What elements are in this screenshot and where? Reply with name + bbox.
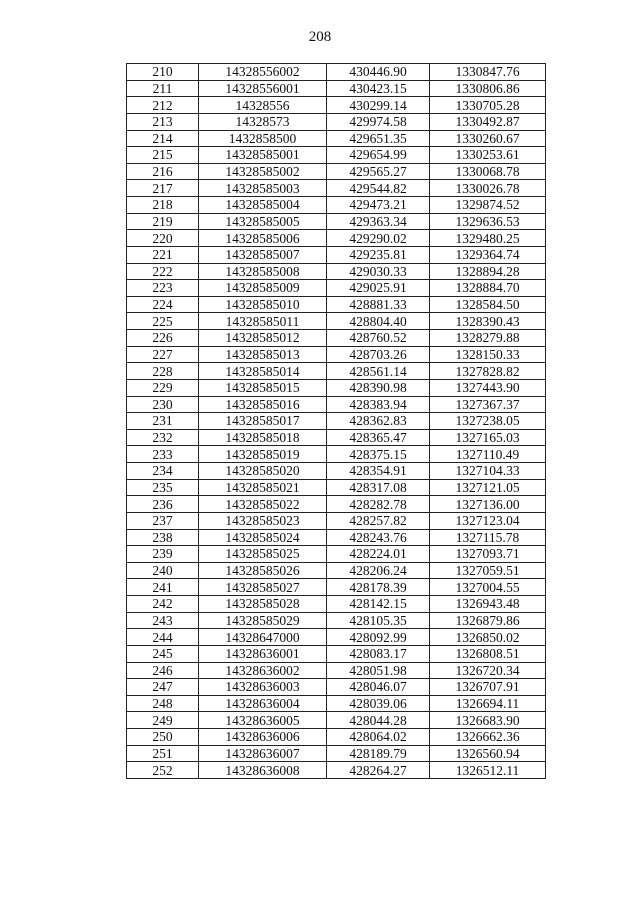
table-row — [127, 546, 546, 563]
point-id-cell: 1432858500 — [199, 130, 327, 147]
point-id-cell: 14328556002 — [199, 64, 327, 81]
point-number-cell: 234 — [127, 463, 199, 480]
point-number-cell: 213 — [127, 113, 199, 130]
x-coordinate-cell: 428703.26 — [327, 346, 430, 363]
point-id-cell: 14328585001 — [199, 147, 327, 164]
x-coordinate-cell: 429565.27 — [327, 163, 430, 180]
x-coordinate-cell: 428044.28 — [327, 712, 430, 729]
point-id-cell: 14328636007 — [199, 745, 327, 762]
point-id-cell: 14328585017 — [199, 413, 327, 430]
point-id-cell: 14328556001 — [199, 80, 327, 97]
y-coordinate-cell: 1330847.76 — [430, 64, 546, 81]
y-coordinate-cell: 1327828.82 — [430, 363, 546, 380]
y-coordinate-cell: 1327104.33 — [430, 463, 546, 480]
y-coordinate-cell: 1330705.28 — [430, 97, 546, 114]
point-id-cell: 14328585029 — [199, 612, 327, 629]
y-coordinate-cell: 1328894.28 — [430, 263, 546, 280]
y-coordinate-cell: 1328150.33 — [430, 346, 546, 363]
point-number-cell: 237 — [127, 512, 199, 529]
x-coordinate-cell: 428039.06 — [327, 695, 430, 712]
point-number-cell: 235 — [127, 479, 199, 496]
table-row — [127, 745, 546, 762]
x-coordinate-cell: 428317.08 — [327, 479, 430, 496]
y-coordinate-cell: 1326808.51 — [430, 645, 546, 662]
coordinates-table — [126, 63, 546, 779]
point-number-cell: 242 — [127, 596, 199, 613]
x-coordinate-cell: 428178.39 — [327, 579, 430, 596]
point-number-cell: 239 — [127, 546, 199, 563]
y-coordinate-cell: 1328390.43 — [430, 313, 546, 330]
point-id-cell: 14328556 — [199, 97, 327, 114]
table-row — [127, 280, 546, 297]
y-coordinate-cell: 1329480.25 — [430, 230, 546, 247]
table-row — [127, 147, 546, 164]
y-coordinate-cell: 1327110.49 — [430, 446, 546, 463]
table-row — [127, 263, 546, 280]
point-id-cell: 14328636005 — [199, 712, 327, 729]
point-id-cell: 14328585016 — [199, 396, 327, 413]
table-row — [127, 330, 546, 347]
table-row — [127, 662, 546, 679]
table-row — [127, 579, 546, 596]
point-number-cell: 225 — [127, 313, 199, 330]
table-row — [127, 529, 546, 546]
point-number-cell: 241 — [127, 579, 199, 596]
y-coordinate-cell: 1326560.94 — [430, 745, 546, 762]
y-coordinate-cell: 1330260.67 — [430, 130, 546, 147]
table-row — [127, 463, 546, 480]
x-coordinate-cell: 429235.81 — [327, 246, 430, 263]
y-coordinate-cell: 1329364.74 — [430, 246, 546, 263]
x-coordinate-cell: 429654.99 — [327, 147, 430, 164]
point-id-cell: 14328585021 — [199, 479, 327, 496]
table-row — [127, 363, 546, 380]
point-number-cell: 210 — [127, 64, 199, 81]
point-id-cell: 14328636003 — [199, 679, 327, 696]
y-coordinate-cell: 1327165.03 — [430, 429, 546, 446]
y-coordinate-cell: 1330026.78 — [430, 180, 546, 197]
table-row — [127, 446, 546, 463]
point-number-cell: 226 — [127, 330, 199, 347]
point-id-cell: 14328647000 — [199, 629, 327, 646]
point-id-cell: 14328585008 — [199, 263, 327, 280]
x-coordinate-cell: 428362.83 — [327, 413, 430, 430]
y-coordinate-cell: 1326850.02 — [430, 629, 546, 646]
x-coordinate-cell: 429290.02 — [327, 230, 430, 247]
table-row — [127, 230, 546, 247]
table-row — [127, 429, 546, 446]
point-number-cell: 229 — [127, 379, 199, 396]
x-coordinate-cell: 428224.01 — [327, 546, 430, 563]
table-row — [127, 645, 546, 662]
point-id-cell: 14328585005 — [199, 213, 327, 230]
table-row — [127, 629, 546, 646]
y-coordinate-cell: 1327121.05 — [430, 479, 546, 496]
point-id-cell: 14328585028 — [199, 596, 327, 613]
table-body — [127, 64, 546, 779]
point-id-cell: 14328585011 — [199, 313, 327, 330]
point-number-cell: 218 — [127, 197, 199, 214]
x-coordinate-cell: 429363.34 — [327, 213, 430, 230]
y-coordinate-cell: 1330068.78 — [430, 163, 546, 180]
point-number-cell: 212 — [127, 97, 199, 114]
y-coordinate-cell: 1327136.00 — [430, 496, 546, 513]
y-coordinate-cell: 1327093.71 — [430, 546, 546, 563]
x-coordinate-cell: 428083.17 — [327, 645, 430, 662]
x-coordinate-cell: 428390.98 — [327, 379, 430, 396]
point-number-cell: 238 — [127, 529, 199, 546]
y-coordinate-cell: 1329636.53 — [430, 213, 546, 230]
table-row — [127, 80, 546, 97]
point-number-cell: 243 — [127, 612, 199, 629]
table-row — [127, 64, 546, 81]
x-coordinate-cell: 429974.58 — [327, 113, 430, 130]
x-coordinate-cell: 429473.21 — [327, 197, 430, 214]
point-number-cell: 214 — [127, 130, 199, 147]
table-row — [127, 379, 546, 396]
table-row — [127, 346, 546, 363]
y-coordinate-cell: 1327238.05 — [430, 413, 546, 430]
table-row — [127, 180, 546, 197]
table-row — [127, 97, 546, 114]
point-number-cell: 245 — [127, 645, 199, 662]
table-row — [127, 396, 546, 413]
y-coordinate-cell: 1327059.51 — [430, 562, 546, 579]
y-coordinate-cell: 1327123.04 — [430, 512, 546, 529]
point-id-cell: 14328585015 — [199, 379, 327, 396]
table-row — [127, 596, 546, 613]
table-row — [127, 296, 546, 313]
point-number-cell: 227 — [127, 346, 199, 363]
y-coordinate-cell: 1327367.37 — [430, 396, 546, 413]
point-id-cell: 14328585014 — [199, 363, 327, 380]
x-coordinate-cell: 428105.35 — [327, 612, 430, 629]
table-row — [127, 479, 546, 496]
table-row — [127, 113, 546, 130]
point-number-cell: 251 — [127, 745, 199, 762]
y-coordinate-cell: 1328884.70 — [430, 280, 546, 297]
point-number-cell: 228 — [127, 363, 199, 380]
point-id-cell: 14328573 — [199, 113, 327, 130]
point-id-cell: 14328585010 — [199, 296, 327, 313]
y-coordinate-cell: 1327115.78 — [430, 529, 546, 546]
point-number-cell: 244 — [127, 629, 199, 646]
x-coordinate-cell: 428257.82 — [327, 512, 430, 529]
table-row — [127, 413, 546, 430]
table-row — [127, 712, 546, 729]
point-number-cell: 222 — [127, 263, 199, 280]
x-coordinate-cell: 428354.91 — [327, 463, 430, 480]
point-id-cell: 14328585013 — [199, 346, 327, 363]
point-number-cell: 224 — [127, 296, 199, 313]
point-id-cell: 14328585003 — [199, 180, 327, 197]
table-row — [127, 246, 546, 263]
table-row — [127, 130, 546, 147]
table-row — [127, 762, 546, 779]
point-id-cell: 14328585027 — [199, 579, 327, 596]
x-coordinate-cell: 429651.35 — [327, 130, 430, 147]
table-row — [127, 213, 546, 230]
x-coordinate-cell: 429025.91 — [327, 280, 430, 297]
y-coordinate-cell: 1328279.88 — [430, 330, 546, 347]
point-id-cell: 14328585025 — [199, 546, 327, 563]
y-coordinate-cell: 1330492.87 — [430, 113, 546, 130]
table-row — [127, 695, 546, 712]
point-id-cell: 14328585007 — [199, 246, 327, 263]
point-number-cell: 220 — [127, 230, 199, 247]
x-coordinate-cell: 428383.94 — [327, 396, 430, 413]
y-coordinate-cell: 1326943.48 — [430, 596, 546, 613]
x-coordinate-cell: 428561.14 — [327, 363, 430, 380]
x-coordinate-cell: 428142.15 — [327, 596, 430, 613]
x-coordinate-cell: 430299.14 — [327, 97, 430, 114]
x-coordinate-cell: 429030.33 — [327, 263, 430, 280]
x-coordinate-cell: 428243.76 — [327, 529, 430, 546]
x-coordinate-cell: 428092.99 — [327, 629, 430, 646]
y-coordinate-cell: 1326720.34 — [430, 662, 546, 679]
x-coordinate-cell: 428064.02 — [327, 729, 430, 746]
point-number-cell: 219 — [127, 213, 199, 230]
table-row — [127, 612, 546, 629]
table-row — [127, 197, 546, 214]
x-coordinate-cell: 428046.07 — [327, 679, 430, 696]
point-id-cell: 14328585022 — [199, 496, 327, 513]
point-id-cell: 14328636004 — [199, 695, 327, 712]
x-coordinate-cell: 429544.82 — [327, 180, 430, 197]
point-number-cell: 216 — [127, 163, 199, 180]
point-number-cell: 252 — [127, 762, 199, 779]
y-coordinate-cell: 1327004.55 — [430, 579, 546, 596]
point-id-cell: 14328585026 — [199, 562, 327, 579]
point-number-cell: 215 — [127, 147, 199, 164]
point-number-cell: 230 — [127, 396, 199, 413]
x-coordinate-cell: 428189.79 — [327, 745, 430, 762]
point-number-cell: 211 — [127, 80, 199, 97]
y-coordinate-cell: 1330806.86 — [430, 80, 546, 97]
x-coordinate-cell: 428881.33 — [327, 296, 430, 313]
y-coordinate-cell: 1326694.11 — [430, 695, 546, 712]
point-number-cell: 233 — [127, 446, 199, 463]
table-row — [127, 562, 546, 579]
y-coordinate-cell: 1326683.90 — [430, 712, 546, 729]
point-id-cell: 14328585006 — [199, 230, 327, 247]
table-row — [127, 313, 546, 330]
point-id-cell: 14328585024 — [199, 529, 327, 546]
x-coordinate-cell: 428206.24 — [327, 562, 430, 579]
table-row — [127, 512, 546, 529]
point-number-cell: 246 — [127, 662, 199, 679]
point-number-cell: 249 — [127, 712, 199, 729]
table-row — [127, 679, 546, 696]
point-id-cell: 14328636002 — [199, 662, 327, 679]
point-number-cell: 248 — [127, 695, 199, 712]
table-row — [127, 729, 546, 746]
x-coordinate-cell: 428282.78 — [327, 496, 430, 513]
point-number-cell: 232 — [127, 429, 199, 446]
page-number: 208 — [308, 29, 332, 45]
point-number-cell: 236 — [127, 496, 199, 513]
y-coordinate-cell: 1330253.61 — [430, 147, 546, 164]
point-number-cell: 247 — [127, 679, 199, 696]
y-coordinate-cell: 1326662.36 — [430, 729, 546, 746]
point-number-cell: 231 — [127, 413, 199, 430]
y-coordinate-cell: 1326512.11 — [430, 762, 546, 779]
point-id-cell: 14328585012 — [199, 330, 327, 347]
table-row — [127, 496, 546, 513]
point-id-cell: 14328585004 — [199, 197, 327, 214]
point-id-cell: 14328636001 — [199, 645, 327, 662]
point-number-cell: 217 — [127, 180, 199, 197]
point-number-cell: 221 — [127, 246, 199, 263]
y-coordinate-cell: 1327443.90 — [430, 379, 546, 396]
point-id-cell: 14328585020 — [199, 463, 327, 480]
x-coordinate-cell: 430423.15 — [327, 80, 430, 97]
x-coordinate-cell: 428375.15 — [327, 446, 430, 463]
point-number-cell: 250 — [127, 729, 199, 746]
table-row — [127, 163, 546, 180]
point-id-cell: 14328585018 — [199, 429, 327, 446]
point-id-cell: 14328585019 — [199, 446, 327, 463]
y-coordinate-cell: 1326879.86 — [430, 612, 546, 629]
x-coordinate-cell: 428365.47 — [327, 429, 430, 446]
point-id-cell: 14328585009 — [199, 280, 327, 297]
x-coordinate-cell: 428051.98 — [327, 662, 430, 679]
x-coordinate-cell: 428804.40 — [327, 313, 430, 330]
point-id-cell: 14328585023 — [199, 512, 327, 529]
point-number-cell: 223 — [127, 280, 199, 297]
point-id-cell: 14328585002 — [199, 163, 327, 180]
x-coordinate-cell: 428264.27 — [327, 762, 430, 779]
point-number-cell: 240 — [127, 562, 199, 579]
point-id-cell: 14328636006 — [199, 729, 327, 746]
x-coordinate-cell: 428760.52 — [327, 330, 430, 347]
y-coordinate-cell: 1326707.91 — [430, 679, 546, 696]
point-id-cell: 14328636008 — [199, 762, 327, 779]
y-coordinate-cell: 1328584.50 — [430, 296, 546, 313]
x-coordinate-cell: 430446.90 — [327, 64, 430, 81]
y-coordinate-cell: 1329874.52 — [430, 197, 546, 214]
